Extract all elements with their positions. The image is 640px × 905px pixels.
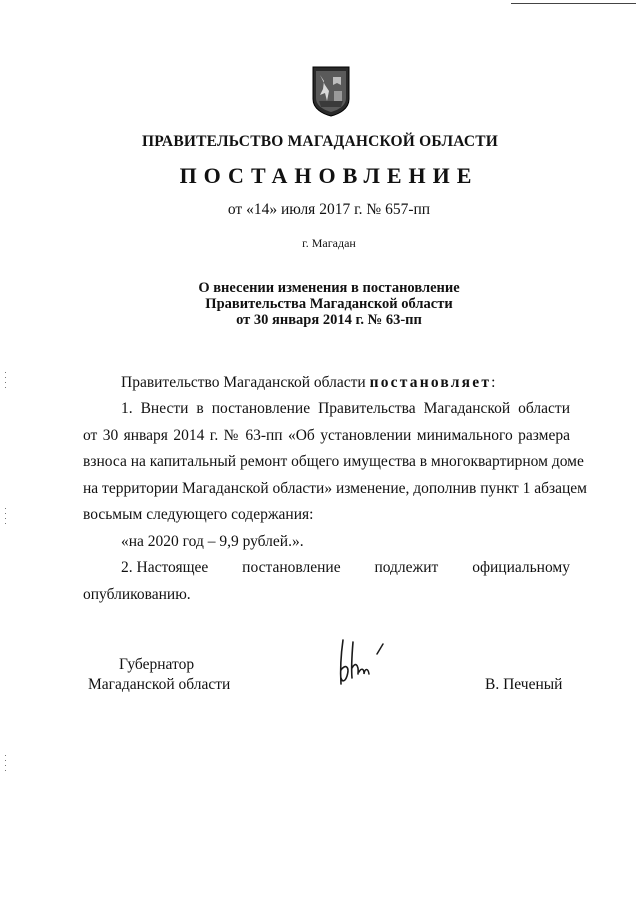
- paragraph-word: подлежит: [374, 559, 439, 576]
- subject-line: Правительства Магаданской области: [205, 296, 453, 312]
- organization-name: ПРАВИТЕЛЬСТВО МАГАДАНСКОЙ ОБЛАСТИ: [141, 133, 499, 150]
- paragraph-line: опубликованию.: [83, 585, 191, 603]
- paragraph-line: 1. Внести в постановление Правительства Магаданской области: [121, 400, 570, 417]
- paragraph-2: [83, 555, 570, 608]
- paragraph-word: 2. Настоящее: [121, 559, 209, 576]
- quoted-insertion: «на 2020 год – 9,9 рублей.».: [121, 533, 304, 550]
- preamble-text: Правительство Магаданской области: [121, 374, 370, 391]
- margin-marks: [5, 508, 7, 528]
- signatory-position: Губернатор: [119, 656, 195, 673]
- date-number: от «14» июля 2017 г. № 657-пп: [227, 201, 431, 218]
- subject-line: О внесении изменения в постановление: [198, 280, 460, 296]
- paragraph-1: [83, 396, 587, 529]
- preamble: [83, 370, 608, 397]
- top-rule: [511, 3, 636, 4]
- signatory-name: В. Печеный: [485, 676, 563, 693]
- signatory-region: Магаданской области: [88, 676, 231, 693]
- preamble-keyword: постановляет: [369, 374, 492, 391]
- paragraph-line: на территории Магаданской области» изменение, дополнив пункт 1 абзацем: [83, 479, 587, 497]
- subject-line: от 30 января 2014 г. № 63-пп: [236, 312, 422, 328]
- handwritten-signature: [333, 632, 413, 692]
- coat-of-arms-icon: [311, 65, 351, 117]
- paragraph-word: официальному: [472, 559, 570, 576]
- margin-marks: [5, 372, 7, 392]
- document-type: ПОСТАНОВЛЕНИЕ: [179, 163, 479, 188]
- paragraph-line: от 30 января 2014 г. № 63-пп «Об установлении минимального размера: [83, 426, 570, 444]
- margin-marks: [5, 755, 7, 775]
- paragraph-line: восьмым следующего содержания:: [83, 506, 314, 523]
- signatory-title: [88, 655, 230, 695]
- city: г. Магадан: [302, 236, 356, 250]
- paragraph-line: взноса на капитальный ремонт общего имущества в многоквартирном доме: [83, 453, 584, 470]
- document-subject: [0, 280, 640, 328]
- paragraph-word: постановление: [242, 559, 341, 576]
- preamble-colon: :: [491, 374, 496, 391]
